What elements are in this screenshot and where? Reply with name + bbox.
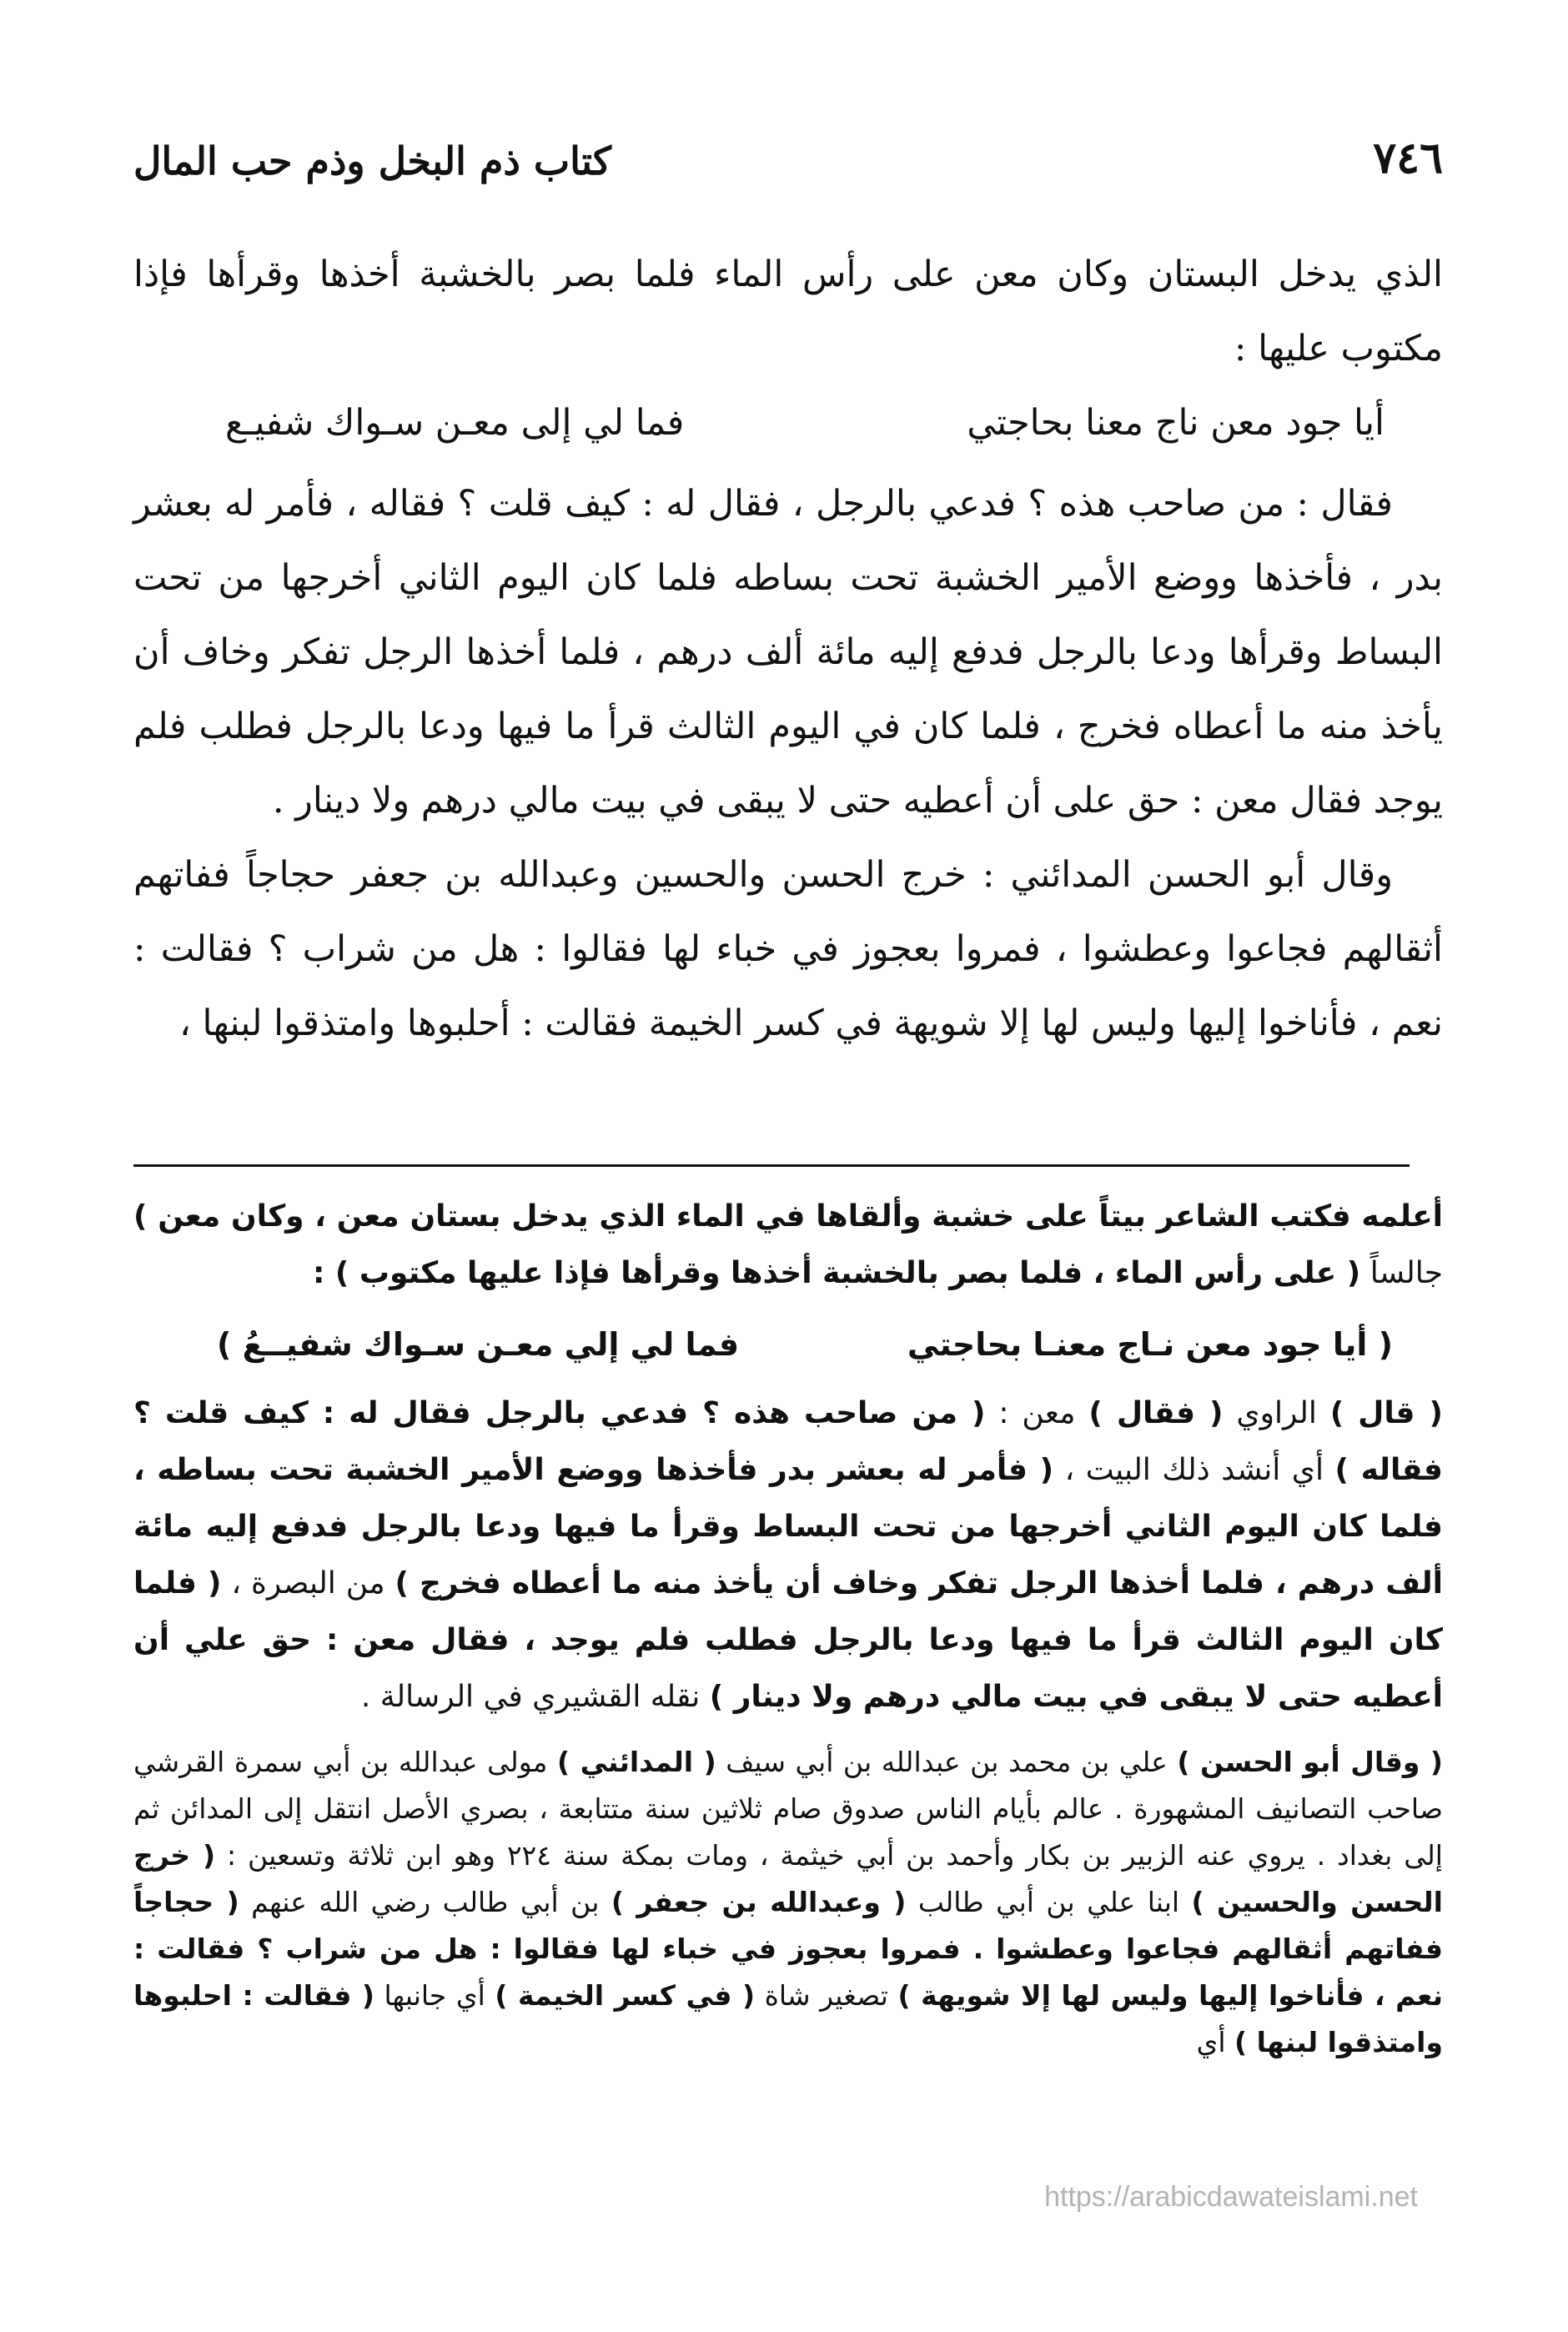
gloss-text: نقله القشيري في الرسالة .: [360, 1680, 701, 1714]
gloss-text: جالساً: [1369, 1256, 1443, 1290]
gloss-text: بن أبي طالب رضي الله عنهم: [251, 1886, 600, 1918]
page-header: [133, 117, 1443, 183]
commentary-paragraph-2: [133, 1385, 1443, 1726]
commentary: [133, 1189, 1443, 2079]
main-paragraph-2: فقال : من صاحب هذه ؟ فدعي بالرجل ، فقال له : كيف قلت ؟ فقاله ، فأمر له بعشر بدر ، فأخذها ووضع الأمير الخشبة تحت بساطه فلما كان اليوم الثاني أخرجها من تحت البساط وقرأها ودعا بالرجل فدفع إليه مائة ألف درهم ، فلما أخذها الرجل تفكر وخاف أن يأخذ منه ما أعطاه فخرج ، فلما كان في اليوم الثالث قرأ ما فيها ودعا بالرجل فطلب فلم يوجد فقال معن : حق على أن أعطيه حتى لا يبقى في بيت مالي درهم ولا دينار .: [133, 483, 1443, 822]
gloss-text: من البصرة ،: [231, 1566, 385, 1601]
verse-first-hemistich: أيا جود معن ناج معنا بحاجتي: [967, 402, 1385, 444]
main-verse: [133, 386, 1443, 460]
gloss-text: علي بن محمد بن عبدالله بن أبي سيف: [726, 1746, 1168, 1778]
quoted-text: ( قال ): [1329, 1396, 1443, 1430]
quoted-text: ( وقال أبو الحسن ): [1177, 1746, 1443, 1778]
gloss-text: معن :: [998, 1396, 1076, 1430]
commentary-paragraph-3: [133, 1739, 1443, 2066]
gloss-text: ابنا علي بن أبي طالب: [917, 1886, 1180, 1918]
quoted-text: ( على رأس الماء ، فلما بصر بالخشبة أخذها وقرأها فإذا عليها مكتوب ) :: [312, 1256, 1361, 1290]
running-title: كتاب ذم البخل وذم حب المال: [133, 138, 611, 183]
watermark-url: https://arabicdawateislami.net: [1044, 2181, 1418, 2213]
quoted-text: ( وعبدالله بن جعفر ): [611, 1886, 907, 1918]
quoted-text: ( في كسر الخيمة ): [495, 1979, 756, 2012]
gloss-text: الراوي: [1236, 1396, 1317, 1430]
quoted-text: أعلمه فكتب الشاعر بيتاً على خشبة وألقاها في الماء الذي يدخل بستان معن ، وكان معن ): [133, 1199, 1443, 1234]
gloss-text: تصغير شاة: [764, 1979, 888, 2012]
verse-first-hemistich: ( أيا جود معن نـاج معنـا بحاجتي: [907, 1326, 1393, 1363]
quoted-text: ( حجاجاً ففاتهم أثقالهم فجاعوا وعطشوا . فمروا بعجوز في خباء لها فقالوا : هل من شراب ؟ فقالت : نعم ، فأناخوا إليها وليس لها إلا شويهة ): [133, 1886, 1443, 2012]
quoted-text: ( فلما كان اليوم الثالث قرأ ما فيها ودعا بالرجل فطلب فلم يوجد ، فقال معن : حق علي أن أعطيه حتى لا يبقى في بيت مالي درهم ولا دينار ): [133, 1566, 1443, 1714]
commentary-paragraph-1: [133, 1189, 1443, 1302]
main-paragraph-3: وقال أبو الحسن المدائني : خرج الحسن والحسين وعبدالله بن جعفر حجاجاً ففاتهم أثقالهم فجاعوا وعطشوا ، فمروا بعجوز في خباء لها فقالوا : هل من شراب ؟ فقالت : نعم ، فأناخوا إليها وليس لها إلا شويهة في كسر الخيمة فقالت : أحلبوها وامتذقوا لبنها ،: [133, 854, 1443, 1044]
quoted-text: ( المدائني ): [557, 1746, 716, 1778]
commentary-verse: [133, 1315, 1443, 1374]
gloss-text: أي أنشد ذلك البيت ،: [1064, 1453, 1324, 1487]
gloss-text: أي: [1196, 2026, 1226, 2058]
section-divider: [133, 1164, 1410, 1167]
quoted-text: ( فقال ): [1088, 1396, 1224, 1430]
quoted-text: ( فأمر له بعشر بدر فأخذها ووضع الأمير الخشبة تحت بساطه ، فلما كان اليوم الثاني أخرجها من تحت البساط وقرأ ما فيها ودعا بالرجل فدفع إليه مائة ألف درهم ، فلما أخذها الرجل تفكر وخاف أن يأخذ منه ما أعطاه فخرج ): [133, 1453, 1443, 1601]
gloss-text: أي جانبها: [384, 1979, 485, 2012]
main-paragraph-1: الذي يدخل البستان وكان معن على رأس الماء فلما بصر بالخشبة أخذها وقرأها فإذا مكتوب عليها :: [133, 254, 1443, 369]
quoted-text: ( فقالت : احلبوها وامتذقوا لبنها ): [133, 1979, 1443, 2058]
page-number: ٧٤٦: [1373, 133, 1443, 183]
quoted-text: ( من صاحب هذه ؟ فدعي بالرجل فقال له : كيف قلت ؟ فقاله ): [133, 1396, 1443, 1487]
gloss-text: مولى عبدالله بن أبي سمرة القرشي صاحب التصانيف المشهورة . عالم بأيام الناس صدوق صام ثلاثين سنة متتابعة ، بصري الأصل انتقل إلى المدائن ثم إلى بغداد . يروي عنه الزبير بن بكار وأحمد بن أبي خيثمة ، ومات بمكة سنة ٢٢٤ وهو ابن ثلاثة وتسعين :: [133, 1746, 1443, 1872]
verse-second-hemistich: فما لي إلى معـن سـواك شفيـع: [225, 402, 685, 444]
verse-second-hemistich: فما لي إلي معـن سـواك شفيــعُ ): [217, 1326, 740, 1363]
quoted-text: ( خرج الحسن والحسين ): [133, 1839, 1443, 1918]
main-text: [133, 238, 1443, 1061]
